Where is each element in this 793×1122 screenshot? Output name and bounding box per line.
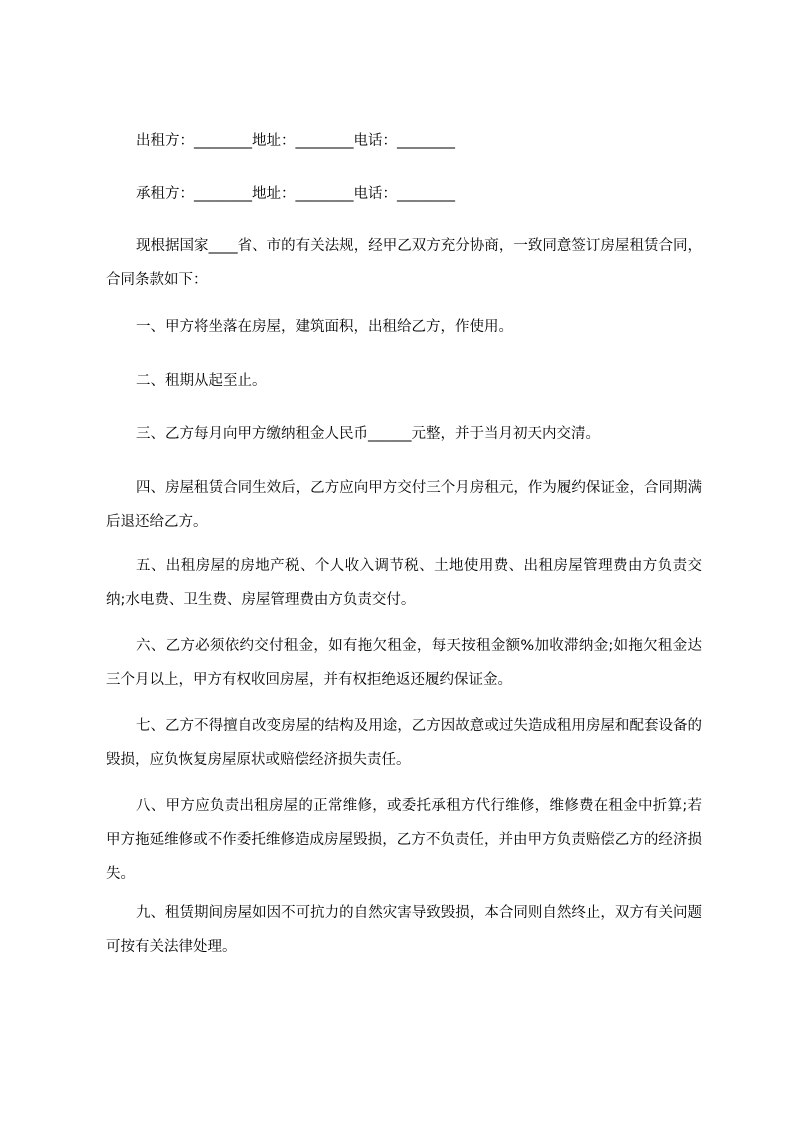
clause-1: 一、甲方将坐落在房屋，建筑面积，出租给乙方，作使用。 [136, 319, 513, 335]
clause-4: 四、房屋租赁合同生效后，乙方应向甲方交付三个月房租元，作为履约保证金，合同期满后退还给乙方。 [106, 480, 702, 530]
clause-8: 八、甲方应负责出租房屋的正常维修，或委托承租方代行维修，维修费在租金中折算;若甲方拖延维修或不作委托维修造成房屋毁损，乙方不负责任，并由甲方负责赔偿乙方的经济损失。 [106, 798, 702, 882]
intro-paragraph: 现根据国家____省、市的有关法规，经甲乙双方充分协商，一致同意签订房屋租赁合同，合同条款如下： [106, 238, 702, 288]
clause-5: 五、出租房屋的房地产税、个人收入调节税、土地使用费、出租房屋管理费由方负责交纳;水电费、卫生费、房屋管理费由方负责交付。 [106, 558, 702, 608]
lessor-line: 出租方：________地址：________电话：________ [136, 133, 455, 149]
clause-9: 九、租赁期间房屋如因不可抗力的自然灾害导致毁损，本合同则自然终止，双方有关问题可按有关法律处理。 [106, 905, 702, 955]
lessee-line: 承租方：________地址：________电话：________ [136, 186, 455, 202]
clause-3: 三、乙方每月向甲方缴纳租金人民币______元整，并于当月初天内交清。 [136, 426, 600, 442]
clause-6: 六、乙方必须依约交付租金，如有拖欠租金，每天按租金额%加收滞纳金;如拖欠租金达三个月以上，甲方有权收回房屋，并有权拒绝返还履约保证金。 [106, 638, 702, 688]
clause-2: 二、租期从起至止。 [136, 373, 267, 389]
clause-7: 七、乙方不得擅自改变房屋的结构及用途，乙方因故意或过失造成租用房屋和配套设备的毁损，应负恢复房屋原状或赔偿经济损失责任。 [106, 718, 702, 768]
